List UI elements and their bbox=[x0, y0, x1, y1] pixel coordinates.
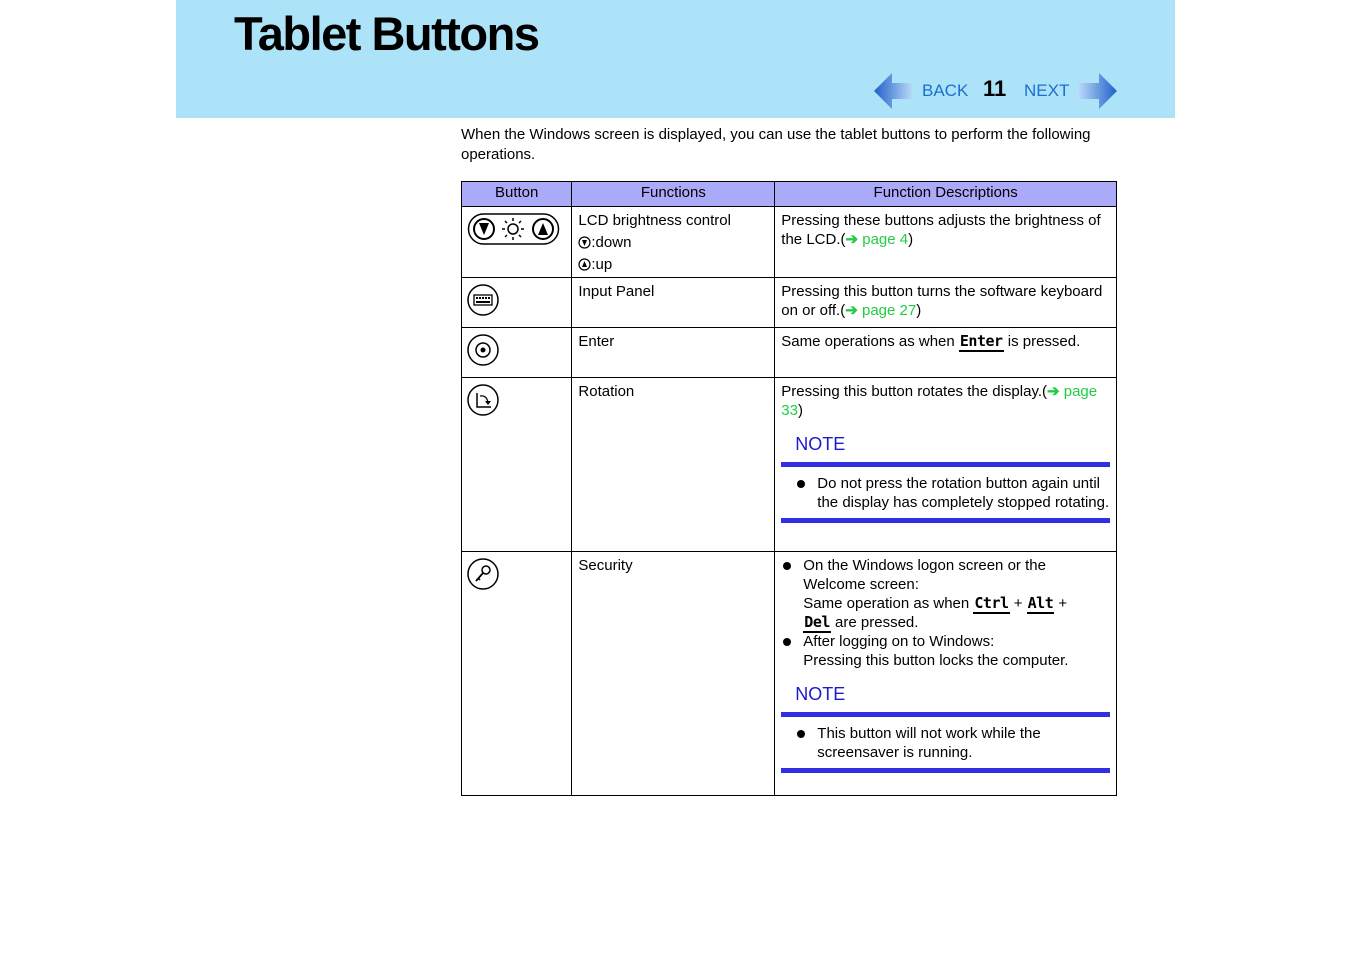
button-cell bbox=[462, 207, 572, 278]
function-label: Enter bbox=[578, 333, 615, 350]
description-close: ) bbox=[797, 402, 803, 419]
table-header-row bbox=[462, 182, 1117, 207]
bullet-line: Pressing this button locks the computer. bbox=[803, 652, 1069, 669]
function-sub-up: :up bbox=[591, 256, 613, 273]
description-close: ) bbox=[916, 302, 922, 319]
function-label: LCD brightness control bbox=[578, 212, 731, 229]
next-arrow-icon[interactable] bbox=[1077, 72, 1117, 110]
keyboard-icon bbox=[467, 283, 501, 317]
description-cell bbox=[775, 328, 1117, 378]
note-divider-bottom bbox=[781, 768, 1110, 773]
note-box bbox=[781, 432, 1110, 523]
bullet-line: After logging on to Windows: bbox=[803, 633, 995, 650]
description-text: Pressing these buttons adjusts the brightness of the LCD.( bbox=[781, 212, 1101, 248]
next-link[interactable]: NEXT bbox=[1024, 81, 1070, 100]
button-cell bbox=[462, 328, 572, 378]
note-divider-top bbox=[781, 462, 1110, 467]
button-cell bbox=[462, 552, 572, 796]
note-divider-bottom bbox=[781, 518, 1110, 523]
bullet-line-end: are pressed. bbox=[830, 614, 919, 631]
description-close: ) bbox=[908, 231, 914, 248]
description-text: Same operations as when bbox=[781, 333, 959, 350]
ctrl-key: Ctrl bbox=[974, 594, 1009, 612]
column-header-descriptions: Function Descriptions bbox=[775, 182, 1117, 207]
function-cell bbox=[572, 378, 775, 552]
function-label: Input Panel bbox=[578, 283, 655, 300]
function-cell bbox=[572, 552, 775, 796]
description-cell bbox=[775, 552, 1117, 796]
description-text: Pressing this button rotates the display.( bbox=[781, 383, 1047, 400]
link-arrow-icon: ➔ bbox=[845, 231, 863, 248]
brightness-buttons-icon bbox=[467, 212, 561, 246]
note-item: This button will not work while the screensaver is running. bbox=[795, 724, 1110, 762]
table-row bbox=[462, 278, 1117, 328]
bullet-line: Same operation as when bbox=[803, 595, 974, 612]
description-cell bbox=[775, 278, 1117, 328]
link-arrow-icon: ➔ bbox=[1047, 383, 1064, 400]
back-link[interactable]: BACK bbox=[922, 81, 969, 100]
description-bullet bbox=[781, 556, 1110, 632]
note-box bbox=[781, 682, 1110, 773]
description-bullet bbox=[781, 632, 1110, 670]
table-row bbox=[462, 378, 1117, 552]
plus-sign: + bbox=[1058, 595, 1068, 612]
note-title: NOTE bbox=[795, 434, 846, 454]
function-label: Rotation bbox=[578, 383, 635, 400]
tablet-buttons-table bbox=[461, 181, 1117, 796]
brightness-up-mini-icon bbox=[578, 258, 591, 271]
note-item: Do not press the rotation button again until the display has completely stopped rotating. bbox=[795, 474, 1110, 512]
del-key: Del bbox=[804, 613, 830, 631]
page-link[interactable]: page 27 bbox=[861, 302, 917, 319]
table-row bbox=[462, 552, 1117, 796]
page-header bbox=[176, 0, 1175, 118]
plus-sign: + bbox=[1013, 595, 1023, 612]
description-cell bbox=[775, 378, 1117, 552]
column-header-functions: Functions bbox=[572, 182, 775, 207]
page-navigation bbox=[874, 72, 1119, 110]
brightness-sun-icon bbox=[502, 218, 524, 240]
security-key-icon bbox=[467, 557, 501, 591]
function-sub-down: :down bbox=[591, 234, 632, 251]
function-cell bbox=[572, 328, 775, 378]
page-link[interactable]: page 4 bbox=[862, 231, 909, 248]
brightness-down-mini-icon bbox=[578, 236, 591, 249]
link-arrow-icon: ➔ bbox=[845, 302, 862, 319]
note-title: NOTE bbox=[795, 684, 846, 704]
function-label: Security bbox=[578, 557, 633, 574]
enter-key: Enter bbox=[959, 332, 1003, 350]
description-text: Pressing this button turns the software keyboard on or off.( bbox=[781, 283, 1103, 319]
back-arrow-icon[interactable] bbox=[874, 72, 914, 110]
function-cell bbox=[572, 278, 775, 328]
button-cell bbox=[462, 378, 572, 552]
function-cell bbox=[572, 207, 775, 278]
description-cell bbox=[775, 207, 1117, 278]
page-title: Tablet Buttons bbox=[234, 7, 539, 60]
description-text-end: is pressed. bbox=[1003, 333, 1081, 350]
rotation-icon bbox=[467, 383, 501, 417]
table-row bbox=[462, 328, 1117, 378]
page-number: 11 bbox=[983, 76, 1007, 101]
alt-key: Alt bbox=[1027, 594, 1054, 612]
enter-icon bbox=[467, 333, 501, 367]
note-divider-top bbox=[781, 712, 1110, 717]
table-row bbox=[462, 207, 1117, 278]
column-header-button: Button bbox=[462, 182, 572, 207]
page-link[interactable]: page 33 bbox=[781, 383, 1098, 419]
intro-text: When the Windows screen is displayed, you can use the tablet buttons to perform the following operations. bbox=[461, 126, 1091, 163]
brightness-down-icon bbox=[474, 219, 494, 239]
brightness-up-icon bbox=[533, 219, 553, 239]
button-cell bbox=[462, 278, 572, 328]
bullet-line: On the Windows logon screen or the Welcome screen: bbox=[803, 557, 1046, 593]
